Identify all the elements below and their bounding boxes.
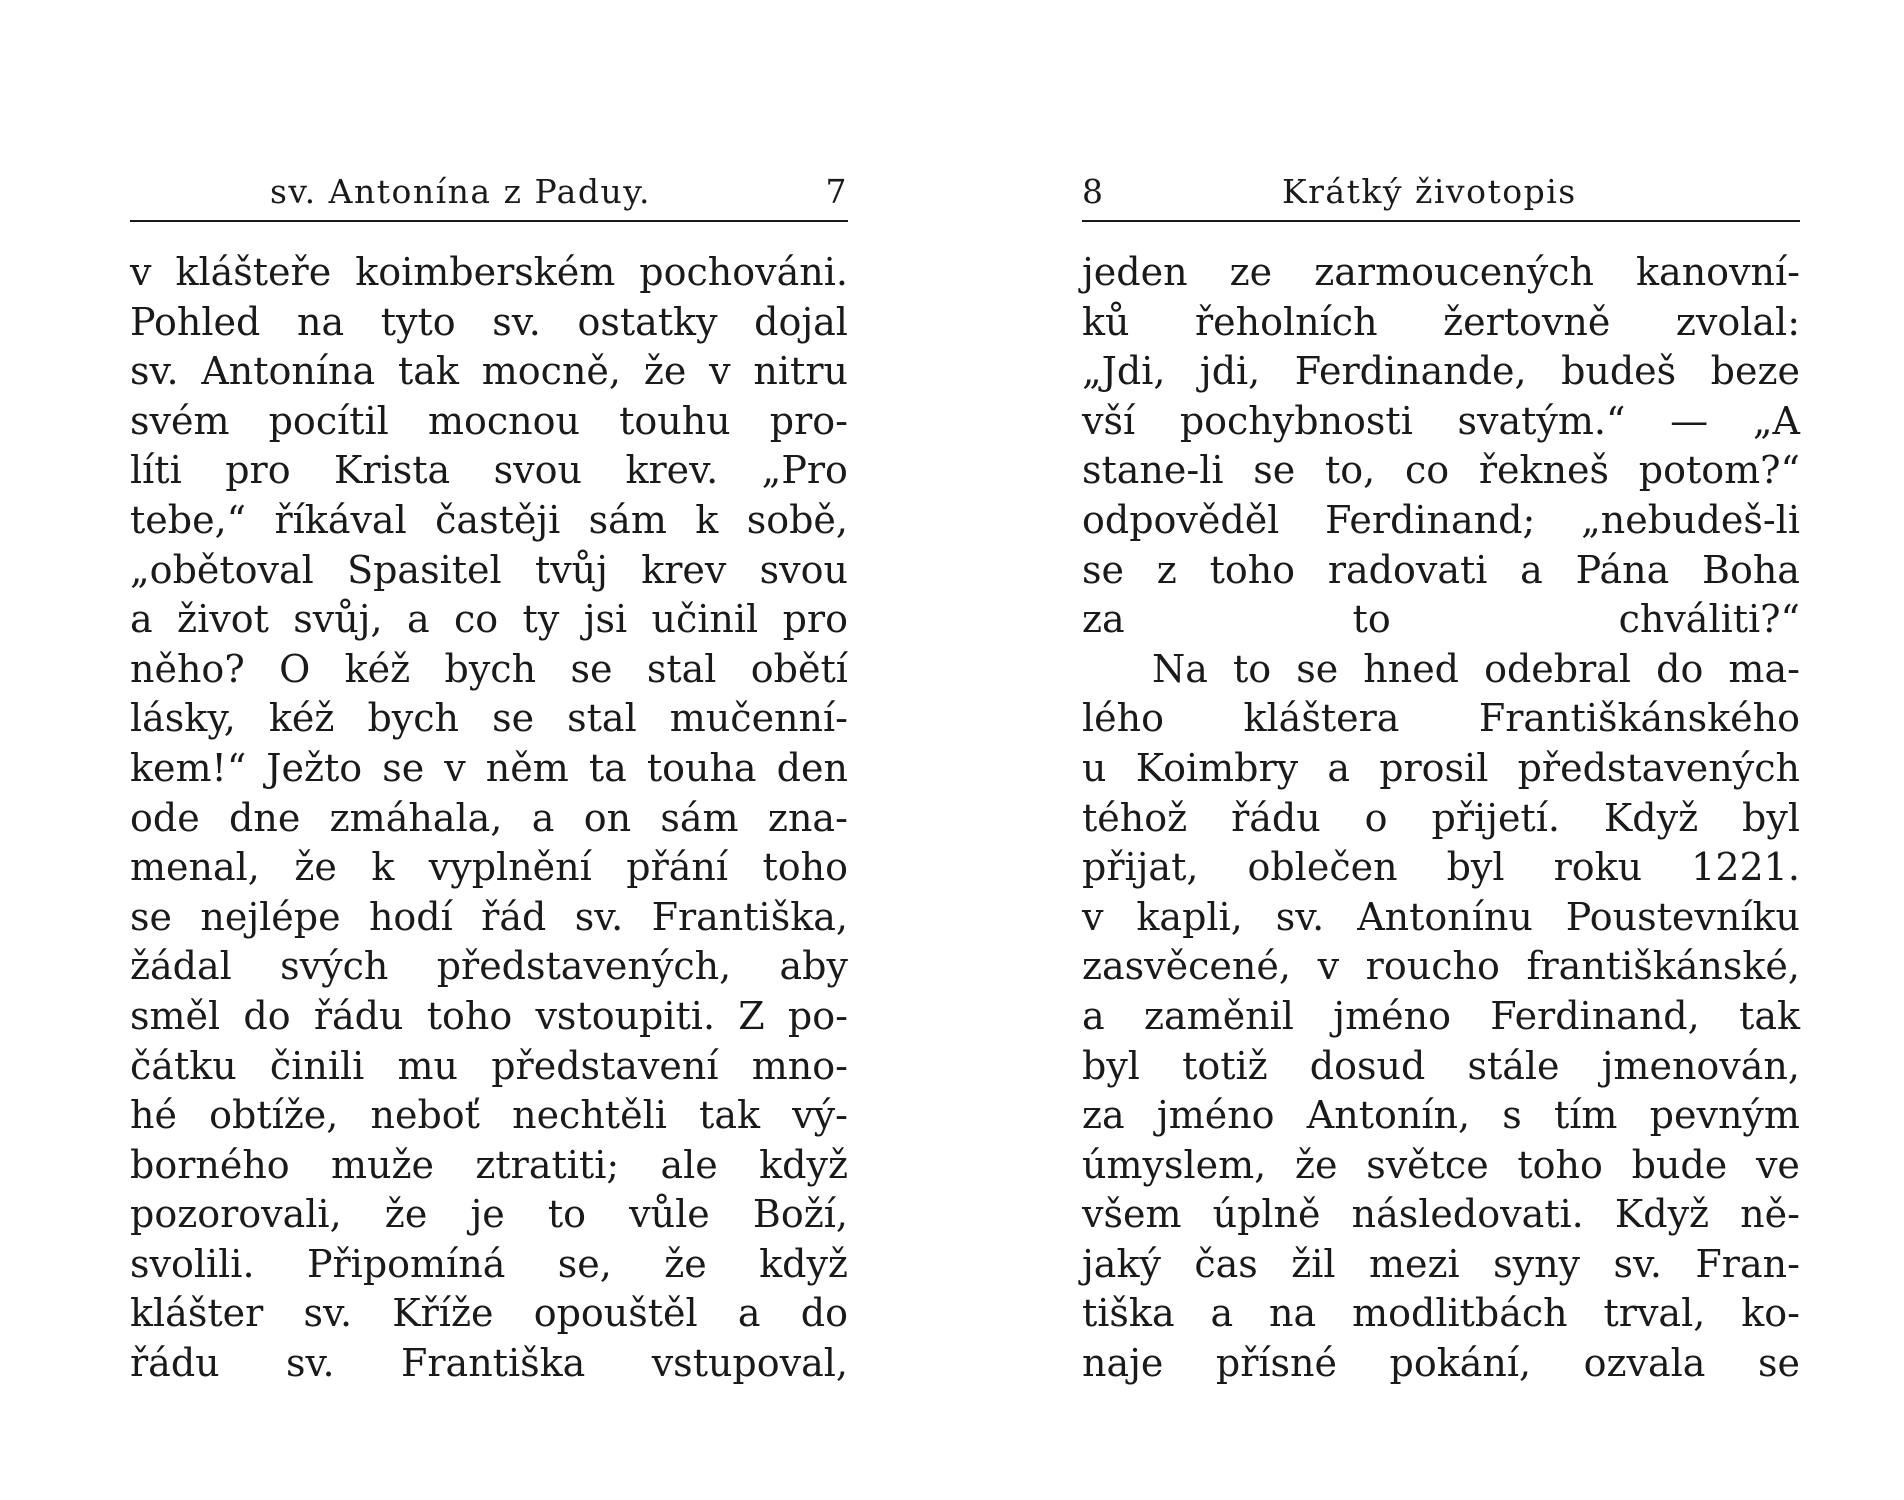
text-line: sv. Antonína tak mocně, že v nitru [130, 349, 848, 394]
text-line: žádal svých představených, aby [130, 944, 848, 989]
text-line: směl do řádu toho vstoupiti. Z po- [130, 993, 848, 1038]
text-line: všem úplně následovati. Když ně- [1082, 1192, 1800, 1237]
text-line: lásky, kéž bych se stal mučenní- [130, 696, 848, 741]
text-line: za to chváliti?“ [1082, 597, 1800, 642]
text-line: svém pocítil mocnou touhu pro- [130, 398, 848, 443]
text-line: kem!“ Ježto se v něm ta touha den [130, 745, 848, 790]
text-line: zasvěcené, v roucho františkánské, [1082, 944, 1800, 989]
text-line: vší pochybnosti svatým.“ — „A [1082, 398, 1800, 443]
text-line: jaký čas žil mezi syny sv. Fran- [1082, 1241, 1800, 1286]
text-line: „obětoval Spasitel tvůj krev svou [130, 547, 848, 592]
page-number: 8 [1082, 172, 1105, 211]
running-title: Krátký životopis [1282, 172, 1577, 211]
text-line: „Jdi, jdi, Ferdinande, budeš beze [1082, 349, 1800, 394]
text-line: ků řeholních žertovně zvolal: [1082, 299, 1800, 344]
text-line: tiška a na modlitbách trval, ko- [1082, 1291, 1800, 1336]
text-line: tebe,“ říkával častěji sám k sobě, [130, 497, 848, 542]
text-line: v klášteře koimberském pochováni. [130, 250, 848, 294]
text-line: borného muže ztratiti; ale když [130, 1142, 848, 1187]
text-line: stane-li se to, co řekneš potom?“ [1082, 448, 1800, 493]
text-line: u Koimbry a prosil představených [1082, 745, 1800, 790]
text-line: se z toho radovati a Pána Boha [1082, 547, 1800, 592]
body-text [1082, 248, 1800, 1389]
running-head [1082, 170, 1800, 214]
page-right [1082, 170, 1800, 1389]
text-line: něho? O kéž bych se stal obětí [130, 646, 848, 691]
text-line: a život svůj, a co ty jsi učinil pro [130, 597, 848, 642]
text-line: naje přísné pokání, ozvala se [1082, 1341, 1800, 1386]
text-line: v kapli, sv. Antonínu Poustevníku [1082, 894, 1800, 939]
text-line: byl totiž dosud stále jmenován, [1082, 1043, 1800, 1088]
text-line: téhož řádu o přijetí. Když byl [1082, 795, 1800, 840]
text-line: klášter sv. Kříže opouštěl a do [130, 1291, 848, 1336]
text-line: Na to se hned odebral do ma- [1152, 646, 1800, 691]
text-line: ode dne zmáhala, a on sám zna- [130, 795, 848, 840]
text-line: čátku činili mu představení mno- [130, 1043, 848, 1088]
running-title: sv. Antonína z Paduy. [270, 172, 651, 211]
text-line: se nejlépe hodí řád sv. Františka, [130, 894, 848, 939]
text-line: odpověděl Ferdinand; „nebudeš-li [1082, 497, 1800, 542]
body-text [130, 248, 848, 1389]
page-number: 7 [825, 172, 848, 211]
text-line: a zaměnil jméno Ferdinand, tak [1082, 993, 1800, 1038]
text-line: za jméno Antonín, s tím pevným [1082, 1093, 1800, 1138]
text-line: hé obtíže, neboť nechtěli tak vý- [130, 1093, 848, 1138]
running-head [130, 170, 848, 214]
text-line: menal, že k vyplnění přání toho [130, 845, 848, 890]
text-line: Pohled na tyto sv. ostatky dojal [130, 299, 848, 344]
text-line: líti pro Krista svou krev. „Pro [130, 448, 848, 493]
header-rule [130, 220, 848, 222]
header-rule [1082, 220, 1800, 222]
text-line: přijat, oblečen byl roku 1221. [1082, 845, 1800, 890]
text-line: řádu sv. Františka vstupoval, [130, 1341, 848, 1386]
text-line: úmyslem, že světce toho bude ve [1082, 1142, 1800, 1187]
page-left [130, 170, 848, 1389]
text-line: jeden ze zarmoucených kanovní- [1082, 250, 1800, 294]
text-line: svolili. Připomíná se, že když [130, 1241, 848, 1286]
text-line: pozorovali, že je to vůle Boží, [130, 1192, 848, 1237]
text-line: lého kláštera Františkánského [1082, 696, 1800, 741]
